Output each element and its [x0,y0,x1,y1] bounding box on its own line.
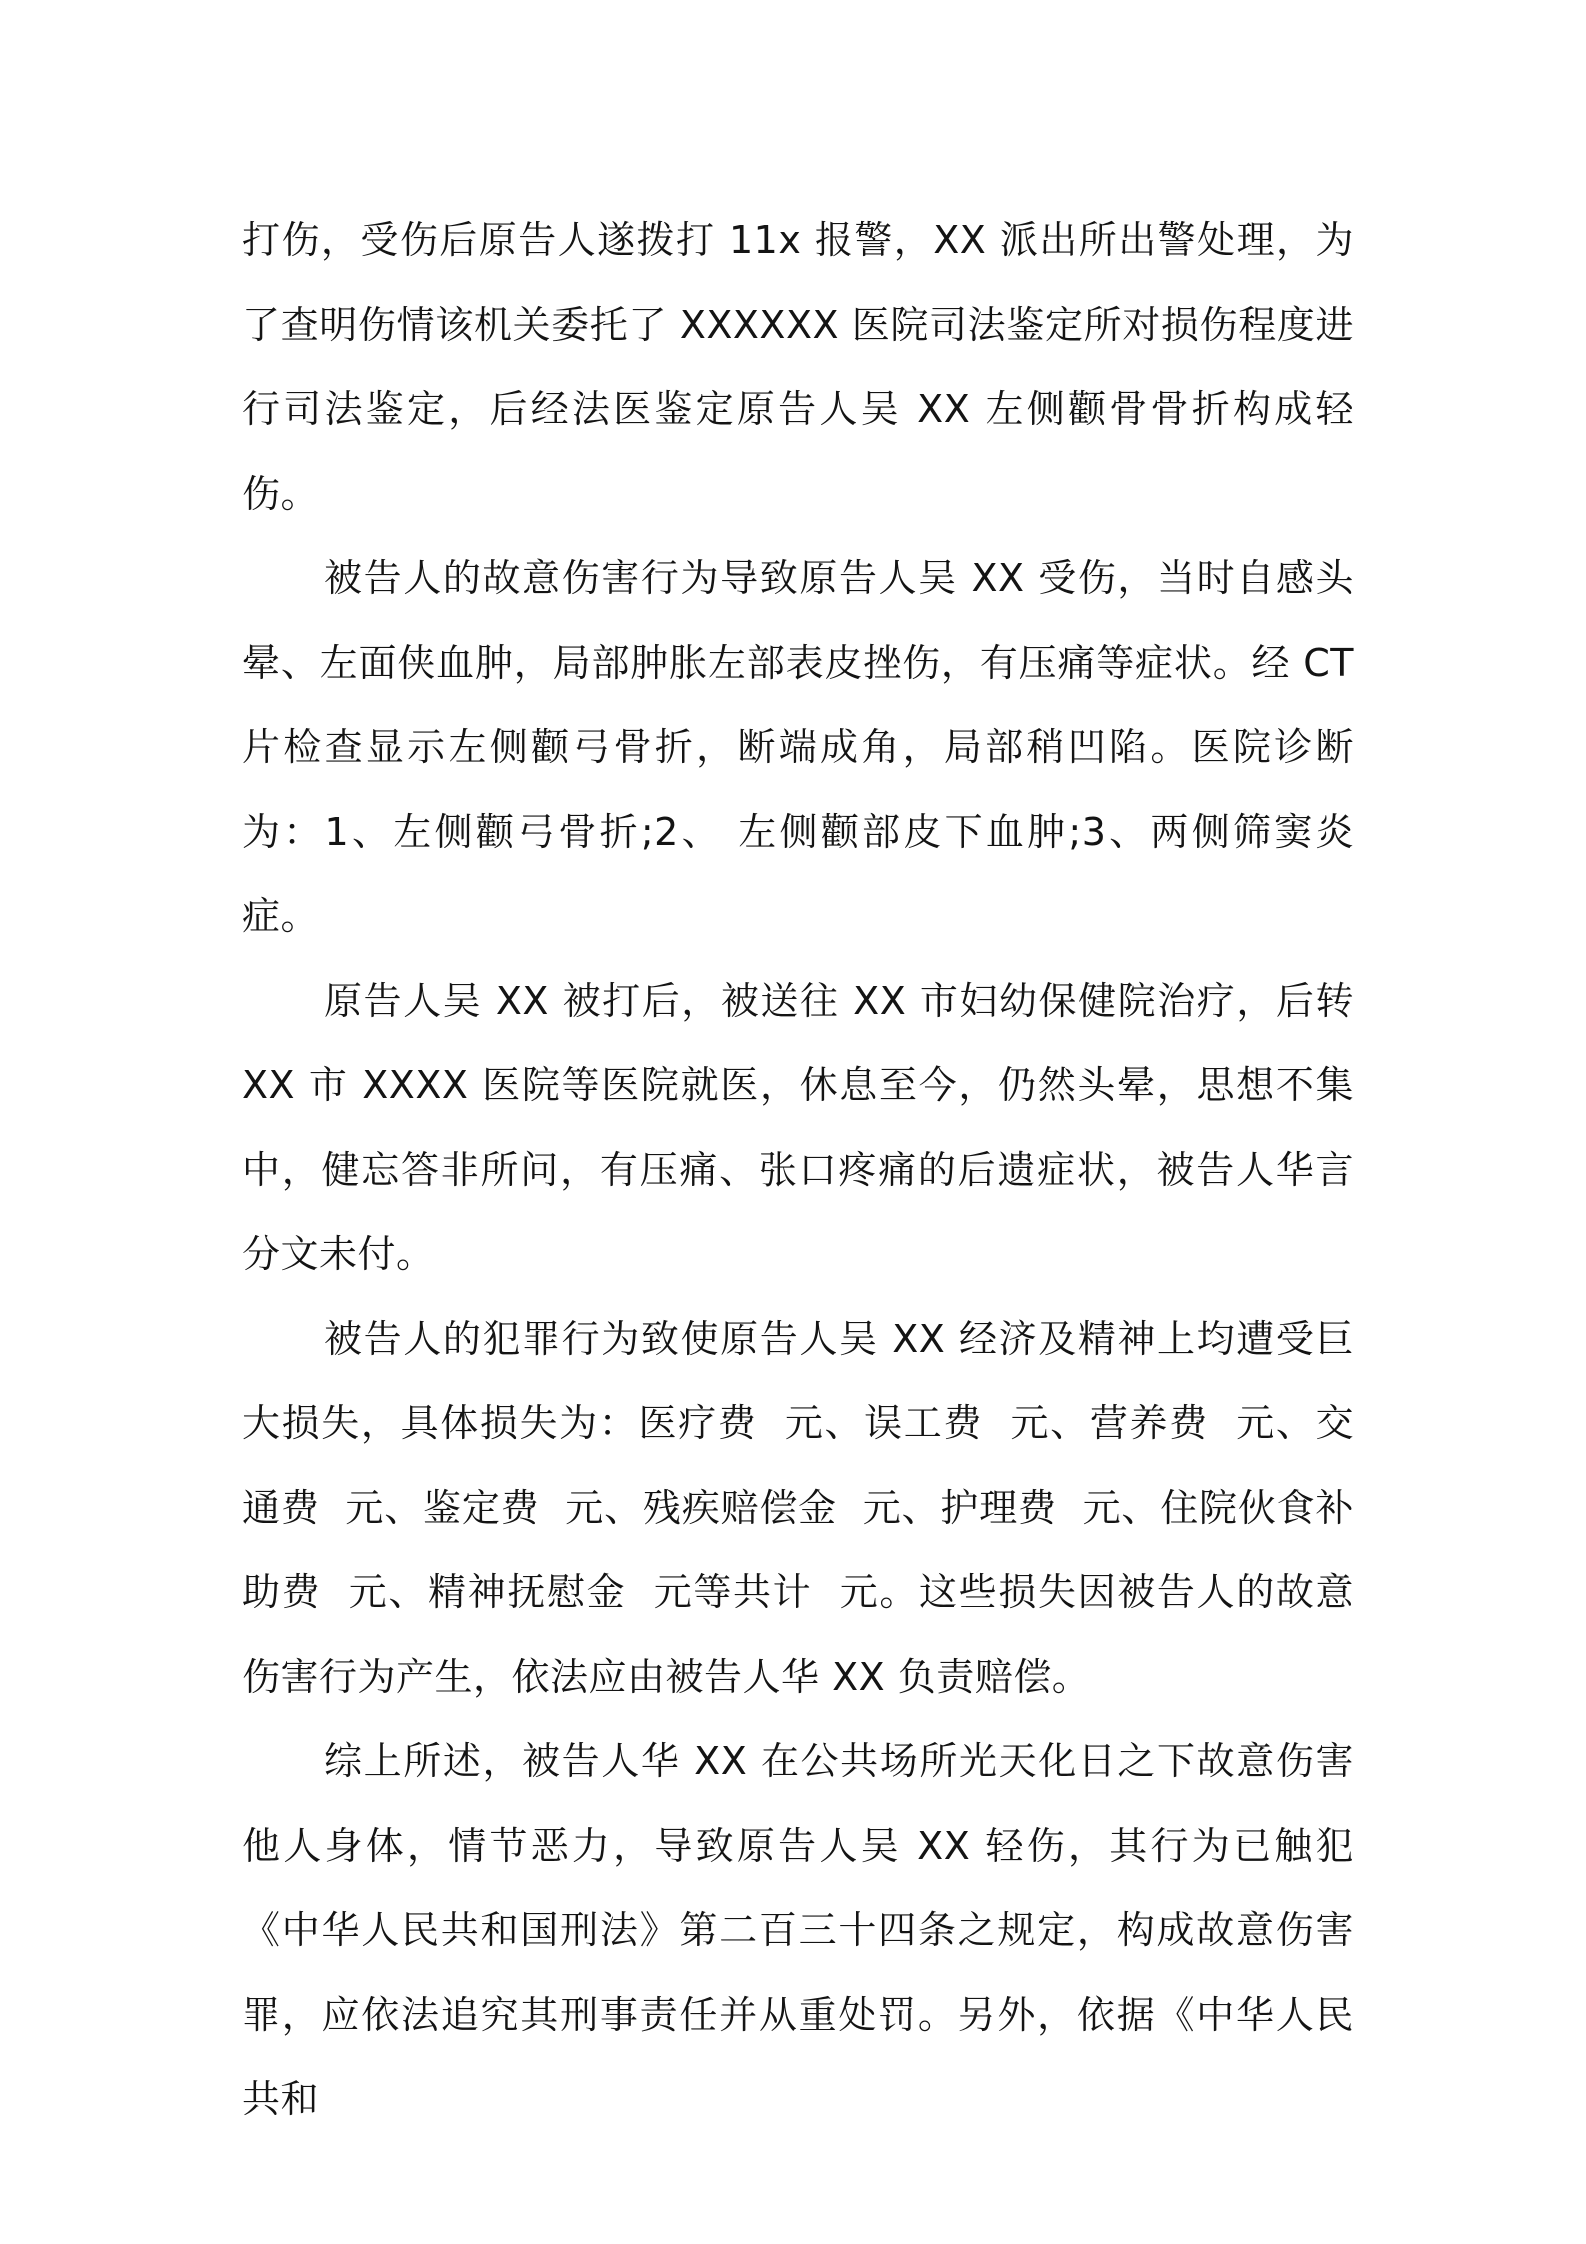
paragraph-treatment: 原告人吴 XX 被打后，被送往 XX 市妇幼保健院治疗，后转 XX 市 XXXX 医院等医院就医，休息至今，仍然头晕，思想不集中，健忘答非所问，有压痛、张口疼痛的后遗症状，被告人华言分文未付。 [242,978,1367,1276]
paragraph-injury-symptoms: 被告人的故意伤害行为导致原告人吴 XX 受伤，当时自感头晕、左面侠血肿，局部肿胀左部表皮挫伤，有压痛等症状。经 CT 片检查显示左侧颧弓骨折，断端成角，局部稍凹陷。医院诊断为：1、左侧颧弓骨折;2、 左侧颧部皮下血肿;3、两侧筛窦炎症。 [242,556,1367,938]
paragraph-losses: 被告人的犯罪行为致使原告人吴 XX 经济及精神上均遭受巨大损失，具体损失为：医疗费 元、误工费 元、营养费 元、交通费 元、鉴定费 元、残疾赔偿金 元、护理费 元、住院伙食补助费 元、精神抚慰金 元等共计 元。这些损失因被告人的故意伤害行为产生，依法应由被告人华 XX 负责赔偿。 [242,1316,1354,1699]
paragraph-injury-appraisal: 打伤，受伤后原告人遂拨打 11x 报警，XX 派出所出警处理，为了查明伤情该机关委托了 XXXXXX 医院司法鉴定所对损伤程度进行司法鉴定，后经法医鉴定原告人吴 XX 左侧颧骨骨折构成轻伤。 [242,218,1354,516]
paragraph-conclusion: 综上所述，被告人华 XX 在公共场所光天化日之下故意伤害他人身体，情节恶力，导致原告人吴 XX 轻伤，其行为已触犯《中华人民共和国刑法》第二百三十四条之规定，构成故意伤害罪，应依法追究其刑事责任并从重处罚。另外，依据《中华人民共和 [242,1739,1354,2121]
document-body [242,198,1367,2142]
